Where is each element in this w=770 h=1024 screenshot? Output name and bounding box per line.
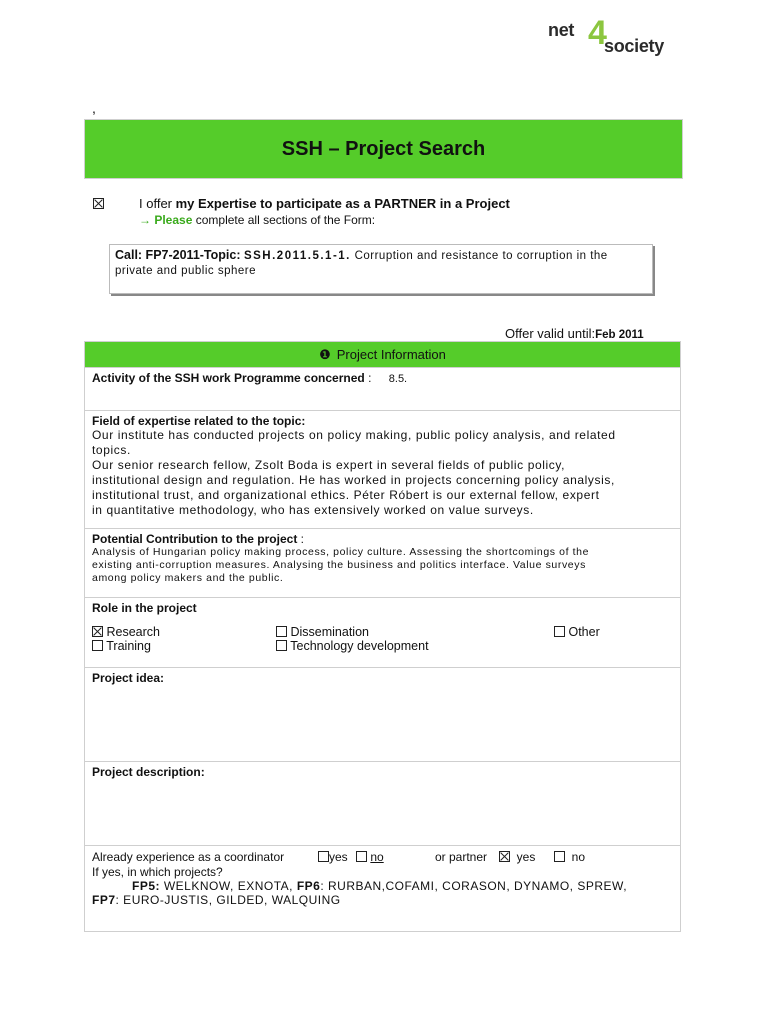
fp7-projects: : EURO-JUSTIS, GILDED, WALQUING — [115, 893, 341, 907]
partner-yes[interactable] — [499, 850, 535, 864]
offer-bold-text: my Expertise to participate as a PARTNER in a Project — [175, 196, 510, 211]
offer-prefix: I offer — [139, 196, 176, 211]
coordinator-label: Already experience as a coordinator — [92, 850, 285, 864]
partner-no-checkbox[interactable] — [554, 851, 565, 862]
role-option-dissemination[interactable] — [276, 625, 369, 639]
partner-no-label: no — [571, 850, 586, 864]
role-option-training[interactable] — [92, 639, 151, 653]
project-idea-row[interactable] — [85, 667, 680, 761]
offer-checkbox[interactable] — [93, 198, 104, 209]
coordinator-no-checkbox[interactable] — [356, 851, 367, 862]
field-line: Our senior research fellow, Zsolt Boda is expert in several fields of public policy, — [92, 458, 566, 472]
coordinator-no[interactable] — [356, 850, 384, 864]
fp7-label: FP7 — [92, 893, 116, 907]
fp5-label: FP5: — [132, 879, 161, 893]
logo-text-society: society — [604, 36, 664, 56]
partner-no[interactable] — [554, 850, 585, 864]
field-of-expertise-row — [85, 410, 680, 528]
role-option-label: Research — [106, 625, 160, 639]
field-line: in quantitative methodology, who has extensively worked on value surveys. — [92, 503, 534, 517]
offer-valid — [505, 326, 644, 341]
other-checkbox[interactable] — [554, 626, 565, 637]
role-option-label: Other — [568, 625, 600, 639]
call-code: SSH.2011.5.1-1. — [243, 250, 351, 262]
role-option-label: Training — [106, 639, 151, 653]
research-checkbox[interactable] — [92, 626, 103, 637]
dissemination-checkbox[interactable] — [276, 626, 287, 637]
offer-statement — [139, 196, 510, 211]
call-topic-box — [109, 244, 653, 294]
fp6-label: FP6 — [296, 879, 321, 893]
please-instruction — [139, 213, 375, 227]
field-text[interactable] — [92, 428, 673, 518]
role-option-other[interactable] — [554, 625, 600, 639]
call-label: Call: FP7-2011-Topic: — [115, 248, 244, 262]
valid-label: Offer valid until: — [505, 326, 596, 341]
partner-yes-label: yes — [516, 850, 536, 864]
coordinator-yes[interactable] — [318, 850, 348, 864]
call-text: Corruption and resistance to corruption in the private and public sphere — [115, 250, 608, 277]
coordinator-line — [92, 850, 673, 865]
fp5-projects: WELKNOW, EXNOTA, — [160, 879, 297, 893]
role-option-technology[interactable] — [276, 639, 429, 653]
logo-text-net: net — [548, 20, 575, 40]
partner-yes-checkbox[interactable] — [499, 851, 510, 862]
contribution-line: among policy makers and the public. — [92, 572, 284, 584]
project-idea-label: Project idea: — [92, 671, 165, 685]
role-row — [85, 597, 680, 667]
page-title: SSH – Project Search — [281, 137, 486, 160]
training-checkbox[interactable] — [92, 640, 103, 651]
number-one-icon: ❶ — [319, 346, 331, 362]
field-label: Field of expertise related to the topic: — [92, 414, 306, 428]
field-line: institutional design and regulation. He has worked in projects concerning policy analysis, — [92, 473, 615, 487]
field-line: topics. — [92, 443, 131, 457]
coordinator-row — [85, 845, 680, 931]
title-banner — [84, 119, 683, 179]
contribution-sep: : — [297, 532, 304, 546]
arrow-icon: → — [139, 213, 151, 227]
role-option-label: Technology development — [290, 639, 429, 653]
fp6-projects: : RURBAN,COFAMI, CORASON, DYNAMO, SPREW, — [320, 879, 628, 893]
activity-label: Activity of the SSH work Programme concerned — [92, 371, 365, 385]
which-projects-label: If yes, in which projects? — [92, 865, 223, 879]
field-line: institutional trust, and organizational ethics. Péter Róbert is our external fellow, expert — [92, 488, 600, 502]
field-line: Our institute has conducted projects on policy making, public policy analysis, and related — [92, 428, 616, 442]
fp7-line — [92, 893, 673, 907]
fp5-fp6-line — [92, 879, 673, 893]
contribution-label: Potential Contribution to the project — [92, 532, 298, 546]
activity-value[interactable]: 8.5. — [388, 373, 408, 385]
role-option-label: Dissemination — [290, 625, 369, 639]
activity-sep: : — [364, 371, 375, 385]
contribution-line: existing anti-corruption measures. Analysing the business and politics interface. Value surveys — [92, 559, 586, 571]
coordinator-no-label: no — [370, 850, 384, 864]
project-information-table — [84, 341, 681, 932]
valid-date: Feb 2011 — [595, 329, 644, 341]
coordinator-yes-checkbox[interactable] — [318, 851, 329, 862]
role-label: Role in the project — [92, 601, 197, 615]
role-option-research[interactable] — [92, 625, 160, 639]
contribution-text[interactable] — [92, 546, 673, 585]
please-word: Please — [154, 213, 193, 227]
contribution-line: Analysis of Hungarian policy making process, policy culture. Assessing the shortcomings of the — [92, 546, 590, 558]
coordinator-yes-label: yes — [329, 850, 348, 864]
section-header — [85, 342, 680, 367]
project-description-label: Project description: — [92, 765, 205, 779]
section-title: Project Information — [336, 347, 446, 362]
please-rest: complete all sections of the Form: — [192, 213, 376, 227]
net4society-logo — [540, 14, 685, 60]
project-description-row[interactable] — [85, 761, 680, 845]
or-partner-label: or partner — [435, 850, 488, 864]
logo-number: 4 — [588, 14, 607, 52]
technology-checkbox[interactable] — [276, 640, 287, 651]
activity-row — [85, 367, 680, 410]
stray-comma: , — [92, 100, 96, 116]
contribution-row — [85, 528, 680, 597]
